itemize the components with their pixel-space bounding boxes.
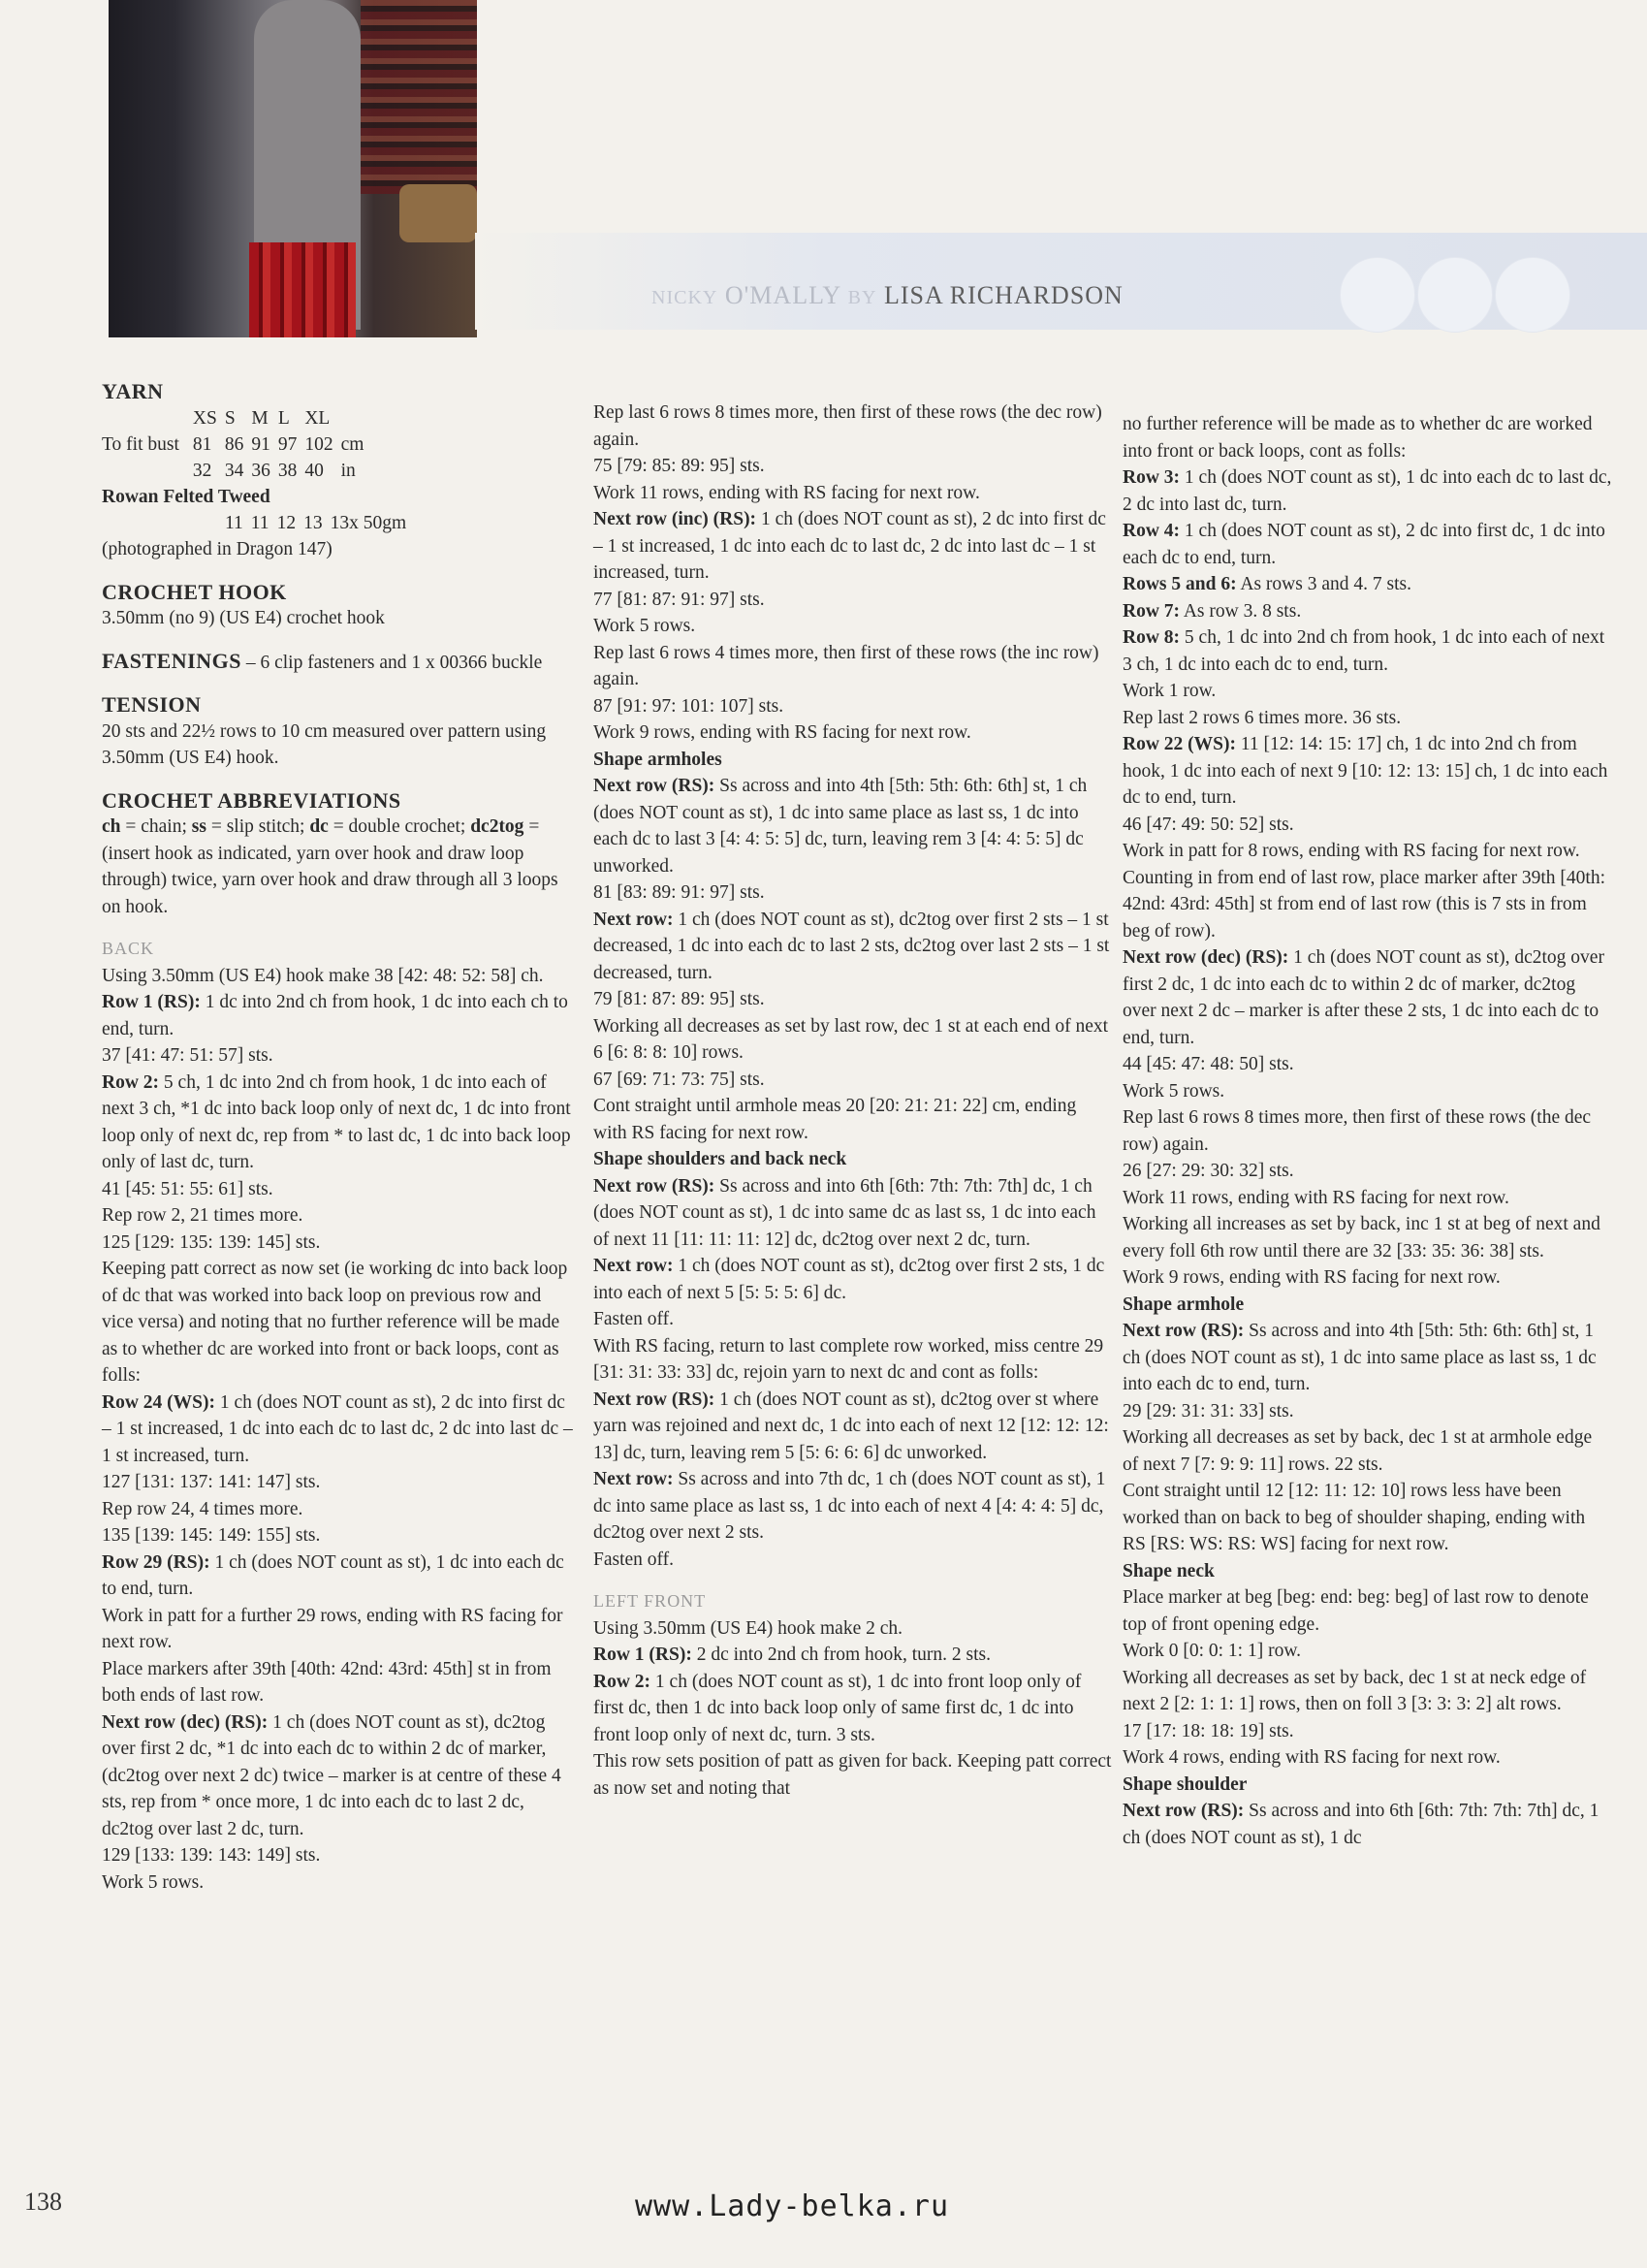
instruction: Work 11 rows, ending with RS facing for next row. [1123,1187,1509,1208]
instruction: Work 5 rows. [102,1871,205,1893]
instruction: Fasten off. [593,1309,675,1329]
instruction-row: Next row (RS): Ss across and into 4th [5th: 5th: 6th: 6th] st, 1 ch (does NOT count as st), 1 dc into same place as last ss, 1 dc into each dc to last 3 [4: 4: 5: 5] dc, turn, leaving rem 3 [4: 4: 5: 5] dc unworked. [593,776,1088,877]
instruction: 41 [45: 51: 55: 61] sts. [102,1178,273,1199]
instruction-row: Next row (dec) (RS): 1 ch (does NOT count as st), dc2tog over first 2 dc, 1 dc into each dc to within 2 dc of marker, dc2tog over next 2 dc – marker is after these 2 sts, 1 dc into each dc to end, turn. [1123,947,1604,1048]
title-by: BY [847,287,877,308]
shoulder-heading: Shape shoulder [1123,1773,1248,1795]
instruction-row: Row 2: 1 ch (does NOT count as st), 1 dc into front loop only of first dc, then 1 dc into back loop only of same first dc, 1 dc into front loop only of next dc, turn. 3 sts. [593,1671,1082,1745]
instruction: Work 1 row. [1123,681,1217,701]
hook-heading: CROCHET HOOK [102,579,287,604]
instruction-row: Row 24 (WS): 1 ch (does NOT count as st), 2 dc into first dc – 1 st increased, 1 dc into each dc to last dc, 2 dc into last dc – 1 st increased, turn. [102,1391,573,1466]
yarn-heading: YARN [102,379,164,403]
instruction: Rep last 6 rows 8 times more, then first of these rows (the dec row) again. [593,402,1102,450]
tension-text: 20 sts and 22½ rows to 10 cm measured over pattern using 3.50mm (US E4) hook. [102,720,547,768]
column-2 [593,399,1112,1802]
abbr-heading: CROCHET ABBREVIATIONS [102,787,401,813]
instruction: Work 0 [0: 0: 1: 1] row. [1123,1641,1302,1661]
website-link[interactable]: www.Lady-belka.ru [635,2189,950,2223]
instruction-row: Next row (RS): Ss across and into 6th [6th: 7th: 7th: 7th] dc, 1 ch (does NOT count as st), 1 dc into same dc as last ss, 1 dc into each of next 11 [11: 11: 11: 12] dc, dc2tog over next 2 dc, turn. [593,1175,1096,1250]
instruction: Rep last 6 rows 4 times more, then first of these rows (the inc row) again. [593,642,1099,689]
column-1 [102,378,577,1896]
instruction: 125 [129: 135: 139: 145] sts. [102,1231,321,1253]
back-heading: BACK [102,939,155,958]
title-author: LISA RICHARDSON [883,281,1124,309]
instruction: 77 [81: 87: 91: 97] sts. [593,589,765,610]
yarn-note: (photographed in Dragon 147) [102,539,333,559]
title-name: O'MALLY [724,281,841,309]
instruction: Place marker at beg [beg: end: beg: beg] of last row to denote top of front opening edge. [1123,1587,1589,1635]
instruction-row: Row 7: As row 3. 8 sts. [1123,600,1302,622]
neck-heading: Shape neck [1123,1560,1215,1581]
instruction: 129 [133: 139: 143: 149] sts. [102,1845,321,1866]
garment-photo [109,0,477,337]
instruction: Rep last 2 rows 6 times more. 36 sts. [1123,707,1402,728]
instruction-row: Row 1 (RS): 2 dc into 2nd ch from hook, turn. 2 sts. [593,1645,992,1665]
instruction: 81 [83: 89: 91: 97] sts. [593,882,765,903]
instruction: 46 [47: 49: 50: 52] sts. [1123,814,1294,835]
instruction-row: Row 2: 5 ch, 1 dc into 2nd ch from hook, 1 dc into each of next 3 ch, *1 dc into back loop only of next dc, 1 dc into front loop only of next dc, rep from * to last dc, 1 dc into back loop only of last dc, turn. [102,1071,571,1172]
instruction: 127 [131: 137: 141: 147] sts. [102,1472,321,1492]
instruction: Rep row 24, 4 times more. [102,1498,303,1519]
instruction: Place markers after 39th [40th: 42nd: 43rd: 45th] st in from both ends of last row. [102,1658,552,1706]
instruction-row: Row 22 (WS): 11 [12: 14: 15: 17] ch, 1 dc into 2nd ch from hook, 1 dc into each of next 9 [10: 12: 13: 15] ch, 1 dc into each dc to end, turn. [1123,734,1608,808]
instruction: 44 [45: 47: 48: 50] sts. [1123,1054,1294,1074]
tension-heading: TENSION [102,692,202,717]
instruction: Work 9 rows, ending with RS facing for next row. [593,722,971,743]
instruction: 26 [27: 29: 30: 32] sts. [1123,1161,1294,1181]
hat-shape [399,184,477,242]
instruction: 79 [81: 87: 89: 95] sts. [593,989,765,1009]
hook-text: 3.50mm (no 9) (US E4) crochet hook [102,608,385,628]
instruction: 17 [17: 18: 18: 19] sts. [1123,1720,1294,1741]
instruction: 37 [41: 47: 51: 57] sts. [102,1045,273,1066]
instruction: 75 [79: 85: 89: 95] sts. [593,456,765,476]
left-front-heading: LEFT FRONT [593,1591,707,1611]
instruction: Work 4 rows, ending with RS facing for next row. [1123,1747,1501,1768]
armhole-heading: Shape armhole [1123,1294,1245,1315]
size-circles [1340,257,1572,344]
instruction: Cont straight until armhole meas 20 [20: 21: 21: 22] cm, ending with RS facing for next row. [593,1096,1077,1143]
instruction-row: Row 1 (RS): 1 dc into 2nd ch from hook, 1 dc into each ch to end, turn. [102,992,568,1039]
instruction-row: Row 4: 1 ch (does NOT count as st), 2 dc into first dc, 1 dc into each dc to end, turn. [1123,521,1605,568]
instruction: Using 3.50mm (US E4) hook make 2 ch. [593,1617,903,1639]
instruction-row: Next row (RS): Ss across and into 4th [5th: 5th: 6th: 6th] st, 1 ch (does NOT count as st), 1 dc into same place as last ss, 1 dc into each dc to end, turn. [1123,1321,1597,1394]
column-3 [1123,411,1612,1851]
yarn-qty-table: 11 11 12 13 13x 50gm [225,513,407,533]
instruction-row: Row 8: 5 ch, 1 dc into 2nd ch from hook, 1 dc into each of next 3 ch, 1 dc into each dc to end, turn. [1123,627,1605,675]
instruction: Work in patt for a further 29 rows, ending with RS facing for next row. [102,1605,563,1652]
pattern-title [651,281,1124,310]
instruction-row: Next row (RS): 1 ch (does NOT count as st), dc2tog over st where yarn was rejoined and next dc, 1 dc into each of next 12 [12: 12: 12: 13] dc, turn, leaving rem 5 [5: 6: 6: 6] dc unworked. [593,1389,1109,1463]
instruction: Working all increases as set by back, inc 1 st at beg of next and every foll 6th row until there are 32 [33: 35: 36: 38] sts. [1123,1214,1600,1262]
instruction-row: Row 29 (RS): 1 ch (does NOT count as st), 1 dc into each dc to end, turn. [102,1551,564,1599]
instruction: Fasten off. [593,1549,675,1570]
instruction: Keeping patt correct as now set (ie working dc into back loop of dc that was worked into back loop on previous row and vice versa) and noting that no further reference will be made as to whether dc are worked into front or back loops, cont as folls: [102,1259,568,1386]
instruction: Working all decreases as set by last row, dec 1 st at each end of next 6 [6: 8: 8: 10] rows. [593,1015,1109,1063]
instruction: With RS facing, return to last complete row worked, miss centre 29 [31: 31: 33: 33] dc, rejoin yarn to next dc and cont as folls: [593,1335,1104,1383]
instruction: Working all decreases as set by back, dec 1 st at neck edge of next 2 [2: 1: 1: 1] rows, then on foll 3 [3: 3: 3: 2] alt rows. [1123,1667,1587,1714]
page-number: 138 [24,2188,62,2216]
plaid-shape [361,0,477,194]
instruction: Cont straight until 12 [12: 11: 12: 10] rows less have been worked than on back to beg of shoulder shaping, ending with RS [RS: WS: RS: WS] facing for next row. [1123,1481,1586,1554]
armholes-heading: Shape armholes [593,749,722,770]
instruction: This row sets position of patt as given for back. Keeping patt correct as now set and noting that [593,1751,1112,1799]
instruction-row: Next row (dec) (RS): 1 ch (does NOT count as st), dc2tog over first 2 dc, *1 dc into each dc to within 2 dc of marker, (dc2tog over next 2 dc) twice – marker is at centre of these 4 sts, rep from * once more, 1 dc into each dc to last 2 dc, dc2tog over last 2 dc, turn. [102,1711,561,1839]
instruction: Rep last 6 rows 8 times more, then first of these rows (the dec row) again. [1123,1107,1592,1155]
instruction: 67 [69: 71: 73: 75] sts. [593,1069,765,1090]
instruction: 87 [91: 97: 101: 107] sts. [593,695,784,717]
instruction: Work 9 rows, ending with RS facing for next row. [1123,1267,1501,1288]
abbr-text: ch = chain; ss = slip stitch; dc = double crochet; dc2tog = (insert hook as indicated, yarn over hook and draw loop through) twice, yarn over hook and draw through all 3 loops on hook. [102,816,558,917]
instruction: Rep row 2, 21 times more. [102,1205,303,1226]
size-table: XS S M L XL To fit bust 81 86 91 97 102 cm 32 34 36 38 40 in [102,407,364,481]
instruction-row: Row 3: 1 ch (does NOT count as st), 1 dc into each dc to last dc, 2 dc into last dc, turn. [1123,467,1612,515]
shoulders-heading: Shape shoulders and back neck [593,1149,847,1169]
kilt-shape [249,242,356,337]
instruction-row: Next row: 1 ch (does NOT count as st), dc2tog over first 2 sts, 1 dc into each of next 5 [5: 5: 5: 6] dc. [593,1256,1105,1303]
instruction: Working all decreases as set by back, dec 1 st at armhole edge of next 7 [7: 9: 9: 11] rows. 22 sts. [1123,1427,1593,1475]
instruction-row: Next row: 1 ch (does NOT count as st), dc2tog over first 2 sts – 1 st decreased, 1 dc into each dc to last 2 sts, dc2tog over last 2 sts – 1 st decreased, turn. [593,909,1110,983]
instruction-row: Next row (inc) (RS): 1 ch (does NOT count as st), 2 dc into first dc – 1 st increased, 1 dc into each dc to last dc, 2 dc into last dc – 1 st increased, turn. [593,509,1106,583]
instruction: Work in patt for 8 rows, ending with RS facing for next row. [1123,841,1580,861]
instruction: Work 5 rows. [593,616,696,636]
instruction: 135 [139: 145: 149: 155] sts. [102,1525,321,1546]
instruction: Work 11 rows, ending with RS facing for next row. [593,482,980,503]
yarn-name: Rowan Felted Tweed [102,486,270,507]
instruction: no further reference will be made as to whether dc are worked into front or back loops, cont as folls: [1123,414,1593,462]
fastenings: FASTENINGS – 6 clip fasteners and 1 x 00366 buckle [102,648,543,673]
instruction-row: Next row: Ss across and into 7th dc, 1 ch (does NOT count as st), 1 dc into same place as last ss, 1 dc into each of next 4 [4: 4: 4: 5] dc, dc2tog over next 2 sts. [593,1469,1106,1543]
instruction: Using 3.50mm (US E4) hook make 38 [42: 48: 52: 58] ch. [102,965,544,986]
instruction: 29 [29: 31: 31: 33] sts. [1123,1400,1294,1421]
title-prefix: NICKY [651,287,718,308]
instruction-row: Next row (RS): Ss across and into 6th [6th: 7th: 7th: 7th] dc, 1 ch (does NOT count as st), 1 dc [1123,1801,1599,1848]
instruction: Work 5 rows. [1123,1080,1225,1102]
instruction: Counting in from end of last row, place marker after 39th [40th: 42nd: 43rd: 45th] st from end of last row (this is 7 sts in from beg of row). [1123,867,1606,942]
instruction-row: Rows 5 and 6: As rows 3 and 4. 7 sts. [1123,574,1411,594]
